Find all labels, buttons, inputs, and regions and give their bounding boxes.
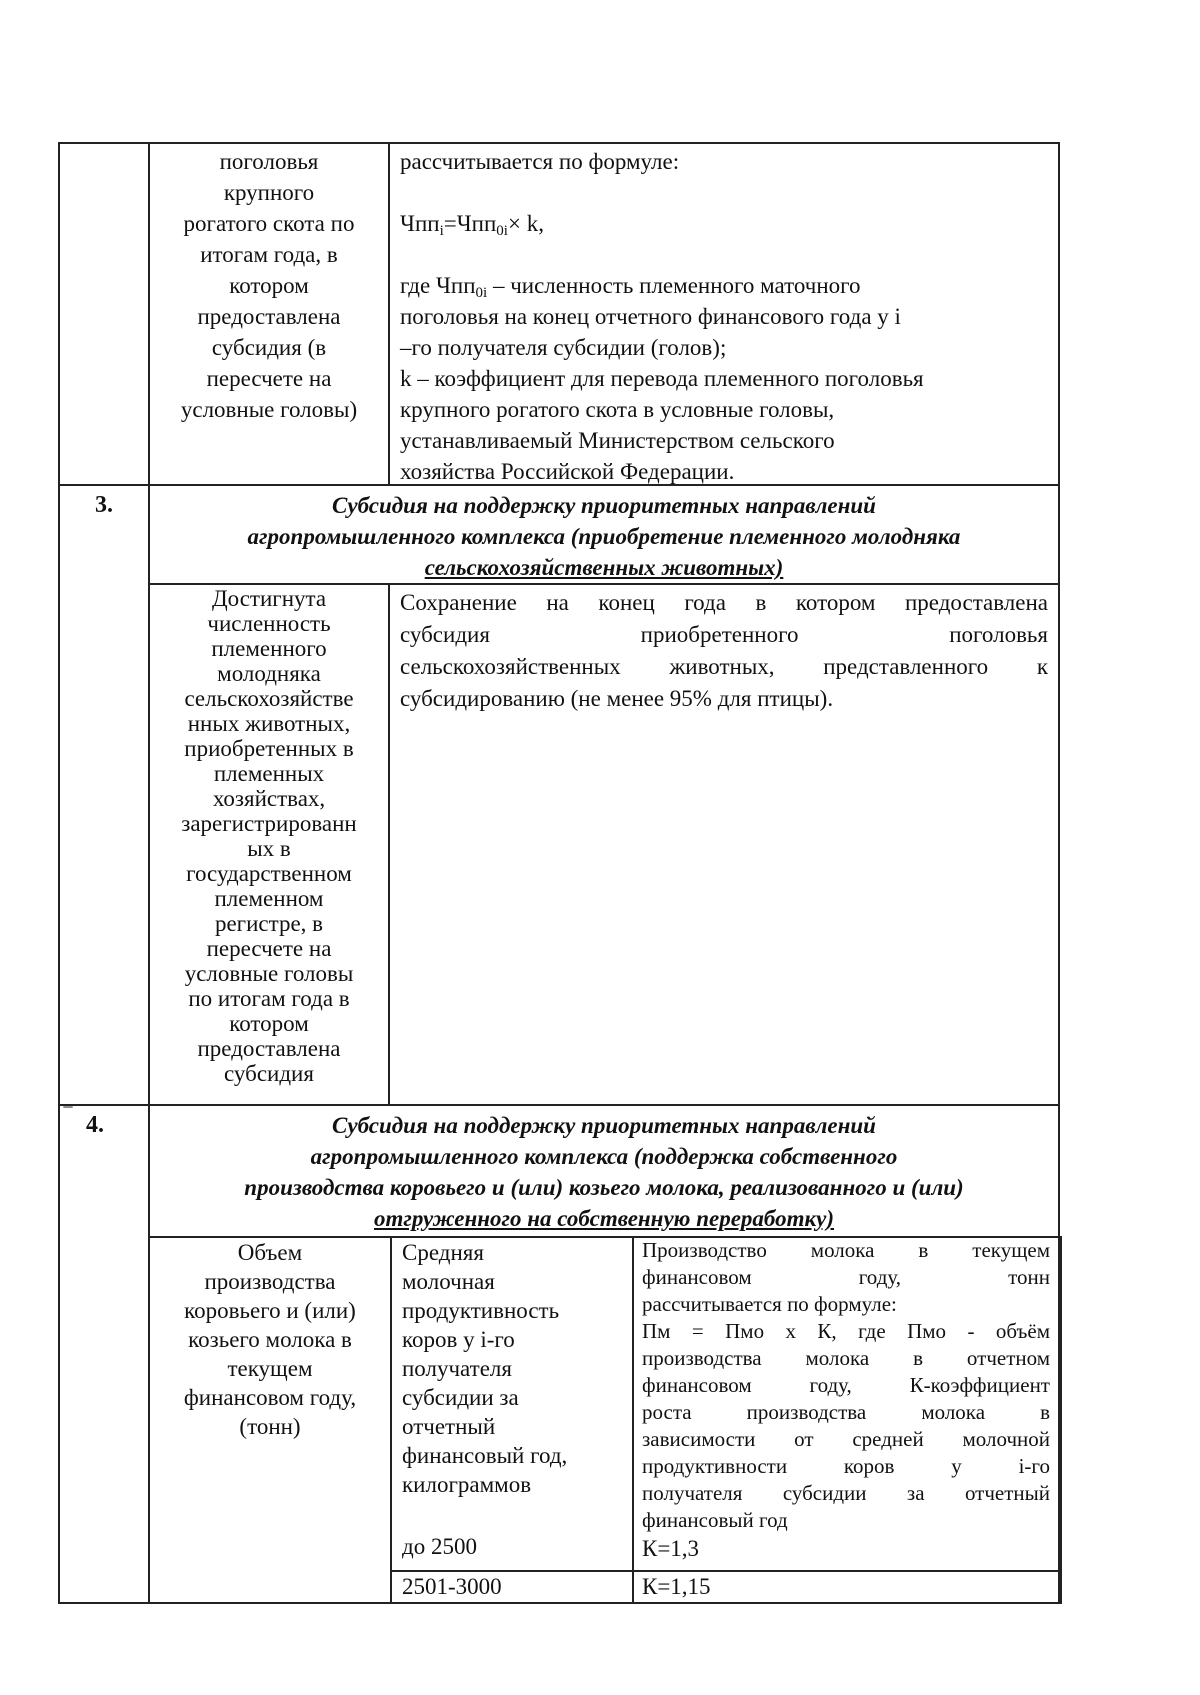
col-divider-2a [388,142,390,485]
where-sub: 0i [475,285,488,301]
section4-middle-line: коров у i-го [402,1327,515,1352]
where-text: – численность племенного маточного [492,273,861,298]
section3-criterion-line: ых в [247,836,291,861]
section3-criterion-line: племенных [213,761,325,786]
row2-where-line: –го получателя субсидии (голов); [400,335,727,360]
section3-criterion-line: государственном [186,861,352,886]
row2-where-line: поголовья на конец отчетного финансового года у i [400,304,901,329]
section4-title-line: отгруженного на собственную переработку) [373,1206,834,1231]
range-cell: до 2500 [402,1534,477,1559]
row2-where-line: устанавливаемый Министерством сельского [400,428,835,453]
section3-criterion-line: предоставлена [197,1036,341,1061]
row2-criterion-line: итогам года, в [200,242,338,267]
section4-right-line: продуктивности коров у i-го [642,1454,1050,1478]
row2-formula [400,208,544,239]
table-border-right-lower [1060,1236,1062,1603]
col-divider-3 [632,1236,634,1603]
row2-criterion-line: пересчете на [206,366,332,391]
section3-criterion-line: племенного [211,636,327,661]
section3-criterion-line: численность [207,611,331,636]
section4-title-line: производства коровьего и (или) козьего молока, реализованного и (или) [244,1175,964,1200]
row2-criterion-line: поголовья [219,149,319,174]
section4-right-line: роста производства молока в [642,1400,1050,1424]
row2-criterion-line: предоставлена [197,304,341,329]
section3-description-line: Сохранение на конец года в котором предоставлена [400,590,1048,615]
section4-right-line: зависимости от средней молочной [642,1427,1050,1451]
formula-tail: × k, [507,211,544,236]
section4-right-line: рассчитывается по формуле: [642,1292,897,1316]
row-divider-4 [58,1104,1060,1106]
row2-criterion-line: рогатого скота по [183,211,355,236]
row2-criterion-line: условные головы) [180,397,358,422]
row2-where-line: хозяйства Российской Федерации. [400,459,735,484]
section4-title-line: Субсидия на поддержку приоритетных направлений [332,1113,876,1138]
table-border-bottom [58,1602,1062,1604]
section3-criterion-line: котором [229,1011,309,1036]
section4-middle-line: отчетный [402,1414,496,1439]
row2-criterion-line: крупного [223,180,315,205]
section3-description-line: субсидированию (не менее 95% для птицы). [400,686,834,711]
section3-criterion-line: по итогам года в [188,986,350,1011]
section3-criterion-line: зарегистрированн [181,811,357,836]
section3-criterion-line: Достигнута [211,586,327,611]
section3-title-line: сельскохозяйственных животных) [424,555,784,580]
section3-number: 3. [95,492,113,518]
section4-criterion-line: коровьего и (или) [184,1298,356,1323]
formula-rhs-sub: 0i [496,223,508,239]
section4-mark: ‾ [64,1106,72,1132]
section3-criterion-line: приобретенных в [184,736,354,761]
where-label: где Чпп [400,273,476,298]
section3-criterion-line: условные головы [184,961,354,986]
section3-criterion-line: пересчете на [206,936,332,961]
row2-criterion-line: котором [229,273,309,298]
section3-criterion-line: нных животных, [187,711,351,736]
row2-intro: рассчитывается по формуле: [400,149,680,174]
section4-middle-line: молочная [402,1269,495,1294]
section4-criterion-line: производства [204,1269,336,1294]
col-divider-2c [390,1236,392,1603]
section4-number: 4. [86,1112,104,1138]
col-divider-2b [388,583,390,1105]
formula-lhs-sub: i [439,223,444,239]
section4-right-line: финансовый год [642,1508,788,1532]
row2-where-line: крупного рогатого скота в условные головы, [400,397,835,422]
section3-description-line: сельскохозяйственных животных, представленного к [400,654,1048,679]
coef-cell: К=1,3 [642,1536,700,1561]
row2-where-line: k – коэффициент для перевода племенного поголовья [400,366,924,391]
section4-right-line: финансовом году, К-коэффициент [642,1373,1050,1397]
section3-criterion-line: племенном [214,886,324,911]
section3-criterion-line: молодняка [217,661,321,686]
section4-middle-line: получателя [402,1356,512,1381]
section3-description-line: субсидия приобретенного поголовья [400,622,1048,647]
section4-criterion-line: (тонн) [239,1414,301,1439]
coef-cell: К=1,15 [642,1574,711,1599]
formula-lhs: Чпп [400,211,440,236]
section3-title-divider [148,583,1060,585]
table-border-left [58,142,60,1603]
section3-criterion-line: регистре, в [214,911,324,936]
section4-middle-line: килограммов [402,1472,532,1497]
section4-middle-line: Средняя [402,1240,484,1265]
row2-criterion-line: субсидия (в [211,335,327,360]
section3-title-line: Субсидия на поддержку приоритетных направлений [332,493,876,518]
section4-right-line: получателя субсидии за отчетный [642,1481,1050,1505]
section3-title-line: агропромышленного комплекса (приобретение племенного молодняка [247,524,961,549]
section4-right-line: производства молока в отчетном [642,1346,1050,1370]
formula-eq: =Чпп [443,211,497,236]
section4-criterion-line: Объем [237,1240,303,1265]
section3-criterion-line: хозяйствах, [212,786,326,811]
section4-right-line: Производство молока в текущем [642,1238,1050,1262]
section4-criterion-line: текущем [227,1356,313,1381]
section4-middle-line: продуктивность [402,1298,560,1323]
section4-criterion-line: козьего молока в [188,1327,352,1352]
section4-criterion-line: финансовом году, [183,1385,357,1410]
section4-right-line: Пм = Пмо х К, где Пмо - объём [642,1319,1050,1343]
row2-where-line [400,270,861,301]
section4-middle-line: финансовый год, [402,1443,568,1468]
section4-right-line: финансовом году, тонн [642,1265,1050,1289]
section3-criterion-line: сельскохозяйстве [184,686,354,711]
table-border-top [58,142,1060,144]
section3-criterion-line: субсидия [224,1061,314,1086]
section4-title-line: агропромышленного комплекса (поддержка собственного [310,1144,898,1169]
section4-middle-line: субсидии за [402,1385,519,1410]
range-cell: 2501-3000 [402,1574,502,1599]
